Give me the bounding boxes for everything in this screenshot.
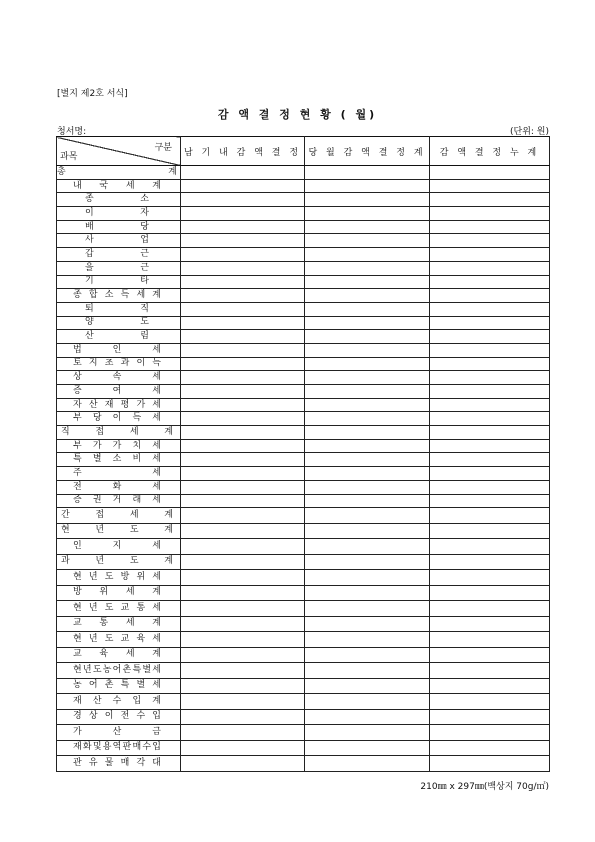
value-cell-this-month[interactable] — [305, 289, 430, 303]
row-label-cell — [57, 480, 181, 494]
row-label-cell — [57, 709, 181, 725]
table-row — [57, 439, 550, 453]
row-label: 주 세 — [73, 467, 161, 478]
row-label-cell — [57, 740, 181, 756]
value-cell-prior-months[interactable] — [181, 523, 305, 539]
value-cell-prior-months[interactable] — [181, 453, 305, 467]
value-cell-cumulative[interactable] — [430, 725, 550, 741]
row-label-cell — [57, 453, 181, 467]
row-label: 재 화 및 용 역 판 매 수 입 — [73, 742, 161, 753]
row-label-cell — [57, 371, 181, 385]
value-cell-this-month[interactable] — [305, 709, 430, 725]
value-cell-cumulative[interactable] — [430, 289, 550, 303]
value-cell-prior-months[interactable] — [181, 570, 305, 586]
value-cell-prior-months[interactable] — [181, 248, 305, 262]
row-label-cell — [57, 398, 181, 412]
value-cell-cumulative[interactable] — [430, 494, 550, 508]
value-cell-cumulative[interactable] — [430, 663, 550, 679]
value-cell-cumulative[interactable] — [430, 467, 550, 481]
row-label: 재 산 수 입 계 — [73, 695, 161, 706]
value-cell-this-month[interactable] — [305, 523, 430, 539]
table-row — [57, 343, 550, 357]
row-label: 토 지 초 과 이 득 — [73, 358, 161, 369]
value-cell-this-month[interactable] — [305, 494, 430, 508]
row-label: 현 년 도 방 위 세 — [73, 571, 161, 582]
row-label: 직 접 세 계 — [61, 426, 173, 437]
value-cell-prior-months[interactable] — [181, 494, 305, 508]
row-label: 현 년 도 교 통 세 — [73, 602, 161, 613]
row-label: 현 년 도 농 어 촌 특 별 세 — [73, 664, 161, 675]
row-label-cell — [57, 494, 181, 508]
row-label: 전 화 세 — [73, 481, 161, 492]
row-label: 증 여 세 — [73, 385, 161, 396]
value-cell-prior-months[interactable] — [181, 663, 305, 679]
row-label-cell — [57, 554, 181, 570]
value-cell-this-month[interactable] — [305, 725, 430, 741]
table-row — [57, 756, 550, 772]
table-row — [57, 694, 550, 710]
value-cell-cumulative[interactable] — [430, 678, 550, 694]
value-cell-prior-months[interactable] — [181, 371, 305, 385]
unit-label: (단위: 원) — [510, 127, 549, 137]
row-label-cell — [57, 694, 181, 710]
row-label: 법 인 세 — [73, 344, 161, 355]
value-cell-this-month[interactable] — [305, 193, 430, 207]
row-label-cell — [57, 725, 181, 741]
row-label-cell — [57, 357, 181, 371]
value-cell-this-month[interactable] — [305, 166, 430, 180]
value-cell-cumulative[interactable] — [430, 234, 550, 248]
row-label-cell — [57, 193, 181, 207]
row-label: 내 국 세 계 — [73, 180, 161, 191]
row-label-cell — [57, 302, 181, 316]
value-cell-prior-months[interactable] — [181, 601, 305, 617]
row-label-cell — [57, 439, 181, 453]
table-row — [57, 220, 550, 234]
row-label-cell — [57, 220, 181, 234]
row-label-cell — [57, 508, 181, 524]
value-cell-prior-months[interactable] — [181, 616, 305, 632]
table-row — [57, 234, 550, 248]
row-label: 갑 근 — [85, 248, 149, 259]
table-row — [57, 179, 550, 193]
row-label-cell — [57, 647, 181, 663]
value-cell-cumulative[interactable] — [430, 616, 550, 632]
value-cell-this-month[interactable] — [305, 632, 430, 648]
table-row — [57, 467, 550, 481]
value-cell-prior-months[interactable] — [181, 426, 305, 440]
value-cell-cumulative[interactable] — [430, 647, 550, 663]
row-label-cell — [57, 234, 181, 248]
value-cell-cumulative[interactable] — [430, 371, 550, 385]
value-cell-prior-months[interactable] — [181, 343, 305, 357]
row-label: 상 속 세 — [73, 372, 161, 383]
row-label: 부 가 가 치 세 — [73, 440, 161, 451]
page-title: 감 액 결 정 현 황 ( 월) — [217, 108, 378, 121]
value-cell-cumulative[interactable] — [430, 193, 550, 207]
table-row — [57, 647, 550, 663]
value-cell-this-month[interactable] — [305, 694, 430, 710]
paper-spec-footer: 210㎜ x 297㎜(백상지 70g/㎡) — [420, 782, 549, 792]
value-cell-this-month[interactable] — [305, 179, 430, 193]
table-row — [57, 523, 550, 539]
row-label-cell — [57, 426, 181, 440]
row-label: 양 도 — [85, 317, 149, 328]
value-cell-prior-months[interactable] — [181, 412, 305, 426]
row-label-cell — [57, 343, 181, 357]
row-label-cell — [57, 539, 181, 555]
row-label: 가 산 금 — [73, 726, 161, 737]
table-row — [57, 740, 550, 756]
value-cell-this-month[interactable] — [305, 678, 430, 694]
value-cell-prior-months[interactable] — [181, 480, 305, 494]
value-cell-this-month[interactable] — [305, 616, 430, 632]
value-cell-cumulative[interactable] — [430, 275, 550, 289]
row-label-cell — [57, 570, 181, 586]
value-cell-this-month[interactable] — [305, 398, 430, 412]
row-label-cell — [57, 412, 181, 426]
value-cell-cumulative[interactable] — [430, 539, 550, 555]
value-cell-prior-months[interactable] — [181, 330, 305, 344]
value-cell-this-month[interactable] — [305, 663, 430, 679]
table-row — [57, 539, 550, 555]
value-cell-prior-months[interactable] — [181, 398, 305, 412]
value-cell-cumulative[interactable] — [430, 261, 550, 275]
table-row — [57, 330, 550, 344]
row-label-cell — [57, 467, 181, 481]
value-cell-this-month[interactable] — [305, 357, 430, 371]
value-cell-cumulative[interactable] — [430, 426, 550, 440]
value-cell-prior-months[interactable] — [181, 678, 305, 694]
value-cell-this-month[interactable] — [305, 385, 430, 399]
value-cell-cumulative[interactable] — [430, 508, 550, 524]
value-cell-cumulative[interactable] — [430, 570, 550, 586]
column-header-cumulative: 감 액 결 정 누 계 — [430, 137, 550, 166]
value-cell-this-month[interactable] — [305, 467, 430, 481]
row-label: 부 당 이 득 세 — [73, 413, 161, 424]
value-cell-prior-months[interactable] — [181, 316, 305, 330]
value-cell-prior-months[interactable] — [181, 275, 305, 289]
value-cell-this-month[interactable] — [305, 539, 430, 555]
value-cell-this-month[interactable] — [305, 554, 430, 570]
value-cell-cumulative[interactable] — [430, 709, 550, 725]
value-cell-cumulative[interactable] — [430, 523, 550, 539]
value-cell-this-month[interactable] — [305, 585, 430, 601]
value-cell-cumulative[interactable] — [430, 601, 550, 617]
form-label: [별지 제2호 서식] — [57, 89, 128, 99]
value-cell-cumulative[interactable] — [430, 343, 550, 357]
table-row — [57, 385, 550, 399]
table-row — [57, 554, 550, 570]
value-cell-prior-months[interactable] — [181, 632, 305, 648]
value-cell-prior-months[interactable] — [181, 302, 305, 316]
row-label: 과 년 도 계 — [61, 556, 173, 567]
value-cell-prior-months[interactable] — [181, 207, 305, 221]
row-label: 퇴 직 — [85, 303, 149, 314]
row-label: 교 통 세 계 — [73, 618, 161, 629]
row-label: 자 산 재 평 가 세 — [73, 399, 161, 410]
row-label: 증 권 거 래 세 — [73, 495, 161, 506]
value-cell-cumulative[interactable] — [430, 480, 550, 494]
table-row — [57, 585, 550, 601]
value-cell-this-month[interactable] — [305, 480, 430, 494]
header-gwamok-label: 과목 — [60, 152, 78, 162]
value-cell-prior-months[interactable] — [181, 385, 305, 399]
row-label: 총 계 — [57, 166, 177, 177]
row-label-cell — [57, 678, 181, 694]
value-cell-this-month[interactable] — [305, 412, 430, 426]
value-cell-this-month[interactable] — [305, 570, 430, 586]
row-label-cell — [57, 289, 181, 303]
value-cell-this-month[interactable] — [305, 275, 430, 289]
value-cell-cumulative[interactable] — [430, 694, 550, 710]
table-row — [57, 508, 550, 524]
row-label-cell — [57, 385, 181, 399]
value-cell-cumulative[interactable] — [430, 248, 550, 262]
value-cell-prior-months[interactable] — [181, 647, 305, 663]
table-row — [57, 426, 550, 440]
value-cell-prior-months[interactable] — [181, 725, 305, 741]
value-cell-prior-months[interactable] — [181, 539, 305, 555]
value-cell-prior-months[interactable] — [181, 585, 305, 601]
table-row — [57, 302, 550, 316]
row-label-cell — [57, 632, 181, 648]
row-label: 현 년 도 교 육 세 — [73, 633, 161, 644]
table-row — [57, 663, 550, 679]
table-row — [57, 453, 550, 467]
row-label-cell — [57, 316, 181, 330]
value-cell-prior-months[interactable] — [181, 508, 305, 524]
table-row — [57, 616, 550, 632]
value-cell-prior-months[interactable] — [181, 179, 305, 193]
value-cell-cumulative[interactable] — [430, 330, 550, 344]
value-cell-this-month[interactable] — [305, 220, 430, 234]
table-row — [57, 480, 550, 494]
row-label: 특 별 소 비 세 — [73, 454, 161, 465]
row-label-cell — [57, 207, 181, 221]
row-label: 기 타 — [85, 276, 149, 287]
row-label-cell — [57, 585, 181, 601]
value-cell-this-month[interactable] — [305, 302, 430, 316]
value-cell-this-month[interactable] — [305, 371, 430, 385]
row-label: 을 근 — [85, 262, 149, 273]
value-cell-prior-months[interactable] — [181, 357, 305, 371]
table-row — [57, 316, 550, 330]
value-cell-this-month[interactable] — [305, 508, 430, 524]
table-row — [57, 398, 550, 412]
row-label: 간 접 세 계 — [61, 509, 173, 520]
row-label: 이 자 — [85, 207, 149, 218]
value-cell-cumulative[interactable] — [430, 439, 550, 453]
row-label-cell — [57, 601, 181, 617]
row-label-cell — [57, 523, 181, 539]
value-cell-this-month[interactable] — [305, 248, 430, 262]
column-header-prior-months: 남 기 내 감 액 결 정 — [181, 137, 305, 166]
value-cell-this-month[interactable] — [305, 316, 430, 330]
row-label-cell — [57, 179, 181, 193]
table-row — [57, 709, 550, 725]
row-label-cell — [57, 166, 181, 180]
table-row — [57, 248, 550, 262]
report-table — [56, 136, 550, 772]
row-label: 방 위 세 계 — [73, 587, 161, 598]
value-cell-prior-months[interactable] — [181, 166, 305, 180]
header-gubun-label: 구분 — [154, 143, 172, 153]
row-label: 사 업 — [85, 235, 149, 246]
value-cell-cumulative[interactable] — [430, 453, 550, 467]
value-cell-prior-months[interactable] — [181, 289, 305, 303]
table-row — [57, 494, 550, 508]
value-cell-prior-months[interactable] — [181, 709, 305, 725]
value-cell-this-month[interactable] — [305, 234, 430, 248]
value-cell-cumulative[interactable] — [430, 412, 550, 426]
value-cell-cumulative[interactable] — [430, 740, 550, 756]
value-cell-cumulative[interactable] — [430, 179, 550, 193]
value-cell-this-month[interactable] — [305, 601, 430, 617]
value-cell-this-month[interactable] — [305, 439, 430, 453]
value-cell-cumulative[interactable] — [430, 398, 550, 412]
row-label: 인 지 세 — [73, 540, 161, 551]
value-cell-prior-months[interactable] — [181, 694, 305, 710]
table-row — [57, 166, 550, 180]
value-cell-this-month[interactable] — [305, 740, 430, 756]
value-cell-this-month[interactable] — [305, 453, 430, 467]
value-cell-cumulative[interactable] — [430, 554, 550, 570]
table-row — [57, 261, 550, 275]
value-cell-prior-months[interactable] — [181, 467, 305, 481]
table-row — [57, 275, 550, 289]
row-label-cell — [57, 330, 181, 344]
table-row — [57, 725, 550, 741]
row-label: 관 유 물 매 각 대 — [73, 757, 161, 768]
value-cell-prior-months[interactable] — [181, 261, 305, 275]
table-row — [57, 632, 550, 648]
table-row — [57, 357, 550, 371]
row-label-cell — [57, 616, 181, 632]
row-label: 현 년 도 계 — [61, 525, 173, 536]
value-cell-this-month[interactable] — [305, 207, 430, 221]
table-row — [57, 570, 550, 586]
issuer-label: 청서명: — [57, 127, 87, 137]
value-cell-this-month[interactable] — [305, 330, 430, 344]
table-row — [57, 193, 550, 207]
row-label: 종 합 소 득 세 계 — [73, 290, 161, 301]
row-label: 경 상 이 전 수 입 — [73, 711, 161, 722]
value-cell-cumulative[interactable] — [430, 385, 550, 399]
value-cell-cumulative[interactable] — [430, 357, 550, 371]
value-cell-prior-months[interactable] — [181, 439, 305, 453]
row-label-cell — [57, 261, 181, 275]
value-cell-prior-months[interactable] — [181, 193, 305, 207]
row-label: 교 육 세 계 — [73, 649, 161, 660]
value-cell-cumulative[interactable] — [430, 585, 550, 601]
row-label-cell — [57, 275, 181, 289]
header-diagonal-cell — [57, 137, 181, 166]
row-label-cell — [57, 248, 181, 262]
table-header-row — [57, 137, 550, 166]
value-cell-this-month[interactable] — [305, 756, 430, 772]
column-header-this-month: 당 월 감 액 결 정 계 — [305, 137, 430, 166]
value-cell-cumulative[interactable] — [430, 302, 550, 316]
value-cell-cumulative[interactable] — [430, 207, 550, 221]
row-label: 종 소 — [85, 194, 149, 205]
row-label: 농 어 촌 특 별 세 — [73, 680, 161, 691]
value-cell-prior-months[interactable] — [181, 234, 305, 248]
value-cell-prior-months[interactable] — [181, 756, 305, 772]
value-cell-this-month[interactable] — [305, 261, 430, 275]
value-cell-this-month[interactable] — [305, 426, 430, 440]
row-label: 배 당 — [85, 221, 149, 232]
table-row — [57, 601, 550, 617]
value-cell-this-month[interactable] — [305, 647, 430, 663]
row-label: 산 림 — [85, 331, 149, 342]
value-cell-prior-months[interactable] — [181, 554, 305, 570]
row-label-cell — [57, 663, 181, 679]
value-cell-cumulative[interactable] — [430, 756, 550, 772]
value-cell-prior-months[interactable] — [181, 220, 305, 234]
value-cell-this-month[interactable] — [305, 343, 430, 357]
value-cell-cumulative[interactable] — [430, 166, 550, 180]
value-cell-prior-months[interactable] — [181, 740, 305, 756]
table-row — [57, 678, 550, 694]
table-row — [57, 412, 550, 426]
table-row — [57, 289, 550, 303]
row-label-cell — [57, 756, 181, 772]
value-cell-cumulative[interactable] — [430, 316, 550, 330]
value-cell-cumulative[interactable] — [430, 632, 550, 648]
table-row — [57, 207, 550, 221]
value-cell-cumulative[interactable] — [430, 220, 550, 234]
table-row — [57, 371, 550, 385]
